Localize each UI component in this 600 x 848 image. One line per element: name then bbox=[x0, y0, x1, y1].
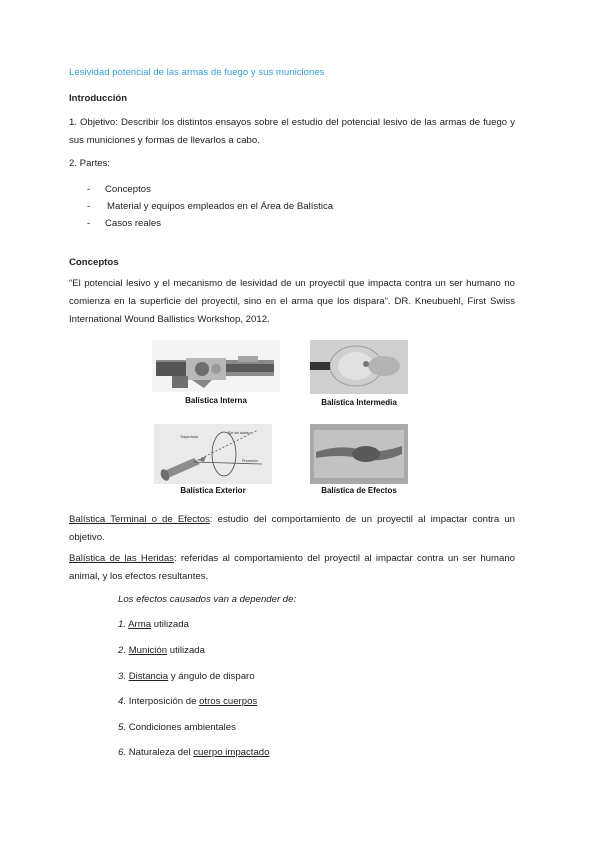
projectile-precession-icon bbox=[154, 424, 272, 484]
effect-underlined: Distancia bbox=[128, 671, 169, 682]
effect-post: utilizada bbox=[167, 645, 205, 656]
part-label: Material y equipos empleados en el Área de Balística bbox=[107, 201, 334, 212]
definition-text: : estudio del comportamiento de un proyectil al impactar contra un objetivo. bbox=[69, 514, 515, 543]
caption-exterior: Balística Exterior bbox=[180, 486, 246, 495]
effect-number: 6. bbox=[118, 747, 127, 758]
list-item bbox=[87, 215, 333, 232]
list-item bbox=[87, 198, 333, 215]
effect-item bbox=[118, 722, 236, 733]
caption-terminal: Balística de Efectos bbox=[321, 486, 397, 495]
effect-item bbox=[118, 619, 189, 630]
part-label: Casos reales bbox=[105, 218, 161, 229]
effect-underlined: Munición bbox=[128, 645, 168, 656]
inset-label-trayectoria: Trayectoria bbox=[180, 435, 198, 439]
effect-number: 3. bbox=[118, 671, 127, 682]
list-dash: - bbox=[87, 184, 91, 195]
term-wounds: Balística de las Heridas bbox=[69, 553, 174, 564]
effect-number: 5. bbox=[118, 722, 127, 733]
definition-wounds bbox=[69, 550, 515, 586]
effect-pre: Interposición de bbox=[128, 696, 200, 707]
effect-underlined: cuerpo impactado bbox=[193, 747, 270, 758]
caption-intermediate: Balística Intermedia bbox=[321, 398, 397, 407]
internal-ballistics-image bbox=[152, 340, 280, 410]
list-item bbox=[87, 181, 333, 198]
inset-label-eje: Eje del alabeo bbox=[228, 431, 251, 435]
effect-pre: Condiciones ambientales bbox=[128, 722, 236, 733]
gun-mechanism-icon bbox=[152, 340, 280, 392]
intro-objective: 1. Objetivo: Describir los distintos ensayos sobre el estudio del potencial lesivo de las armas de fuego y sus municiones y formas de llevarlos a cabo. bbox=[69, 117, 515, 146]
exterior-ballistics-image bbox=[154, 424, 272, 502]
effect-item bbox=[118, 747, 269, 758]
effect-number: 4. bbox=[118, 696, 127, 707]
intro-heading: Introducción bbox=[69, 93, 128, 104]
definition-text: : referidas al comportamiento del proyectil al impactar contra un ser humano animal, y los efectos resultantes. bbox=[69, 553, 515, 582]
effects-intro: Los efectos causados van a depender de: bbox=[118, 594, 297, 605]
list-dash: - bbox=[87, 218, 91, 229]
effect-item bbox=[118, 671, 255, 682]
caption-internal: Balística Interna bbox=[185, 396, 247, 405]
effect-pre: Naturaleza del bbox=[128, 747, 194, 758]
concepts-quote: “El potencial lesivo y el mecanismo de lesividad de un proyectil que impacta contra un ser humano no comienza en la superficie del proyectil, sino en el arma que los dispara”. DR. Kneubuehl, First Swiss International Wound Ballistics Workshop, 2012. bbox=[69, 278, 515, 325]
effect-underlined: Arma bbox=[128, 619, 152, 630]
parts-list bbox=[87, 181, 333, 232]
concepts-heading: Conceptos bbox=[69, 257, 119, 268]
muzzle-blast-icon bbox=[310, 340, 408, 394]
list-dash: - bbox=[87, 201, 91, 212]
terminal-ballistics-image bbox=[310, 424, 408, 502]
gel-block-icon bbox=[310, 424, 408, 484]
term-terminal: Balística Terminal o de Efectos bbox=[69, 514, 210, 525]
effect-item bbox=[118, 696, 257, 707]
intermediate-ballistics-image bbox=[310, 340, 408, 410]
ballistics-figure bbox=[152, 340, 408, 502]
effect-post: utilizada bbox=[151, 619, 189, 630]
intro-parts-label: 2. Partes: bbox=[69, 158, 111, 169]
effect-underlined: otros cuerpos bbox=[199, 696, 258, 707]
effect-post: y ángulo de disparo bbox=[168, 671, 255, 682]
part-label: Conceptos bbox=[105, 184, 151, 195]
effect-number: 1. bbox=[118, 619, 127, 630]
inset-label-precesion: Precesión bbox=[242, 459, 258, 463]
effect-item bbox=[118, 645, 205, 656]
document-title: Lesividad potencial de las armas de fuego y sus municiones bbox=[69, 67, 325, 78]
effect-number: 2. bbox=[118, 645, 127, 656]
definition-terminal bbox=[69, 511, 515, 547]
